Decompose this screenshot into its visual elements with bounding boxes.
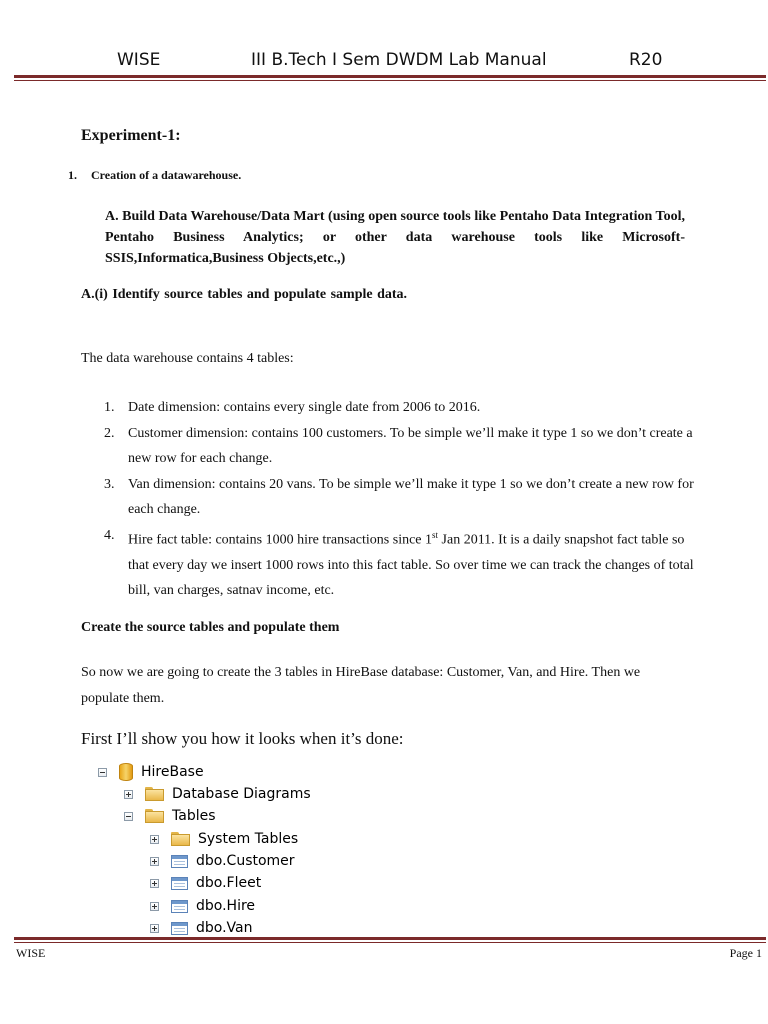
list-text-continued: Jan 2011. It is a daily snapshot fact table so that every day we insert 1000 rows into this fact table. So over time we can track the changes of total bill, van charges, satnav income, etc. — [128, 532, 694, 599]
list-item — [104, 523, 694, 604]
tree-node-system-tables[interactable] — [150, 830, 298, 848]
tree-node-hire[interactable] — [150, 897, 255, 915]
list-text: Hire fact table: contains 1000 hire transactions since 1 — [128, 532, 433, 548]
list-item — [104, 472, 694, 523]
expand-icon[interactable] — [124, 790, 133, 799]
expand-icon[interactable] — [150, 879, 159, 888]
folder-icon — [171, 832, 190, 846]
tree-label: Database Diagrams — [172, 786, 311, 802]
table-icon — [171, 900, 188, 913]
header-rule-thin — [14, 80, 766, 81]
list-text: Van dimension: contains 20 vans. To be simple we’ll make it type 1 so we don’t create a new row for each change. — [128, 476, 694, 517]
superscript: st — [432, 529, 439, 540]
list-text: Customer dimension: contains 100 customers. To be simple we’ll make it type 1 so we don’t create a new row for each change. — [128, 425, 693, 466]
tree-node-customer[interactable] — [150, 852, 295, 870]
section-heading — [68, 168, 241, 183]
list-item — [104, 421, 694, 472]
expand-icon[interactable] — [150, 902, 159, 911]
experiment-title: Experiment-1: — [81, 127, 181, 144]
tree-node-van[interactable] — [150, 919, 253, 937]
tree-label: dbo.Fleet — [196, 875, 262, 891]
list-number: 4. — [104, 527, 115, 543]
section-title: Creation of a datawarehouse. — [91, 168, 242, 182]
page-number: Page 1 — [729, 946, 762, 960]
tree-label: dbo.Van — [196, 920, 253, 936]
header-rule — [14, 75, 766, 78]
part-ai-heading: A.(i) Identify source tables and populate sample data. — [81, 287, 408, 302]
tree-label: Tables — [172, 808, 216, 824]
tables-list — [104, 395, 694, 604]
section-number: 1. — [68, 168, 77, 182]
list-text: Date dimension: contains every single date from 2006 to 2016. — [128, 400, 481, 415]
list-number: 3. — [104, 476, 115, 492]
footer-left: WISE — [16, 946, 46, 960]
subheading: Create the source tables and populate them — [81, 620, 340, 635]
folder-icon — [145, 787, 164, 801]
intro-text: The data warehouse contains 4 tables: — [81, 351, 294, 366]
database-icon — [119, 763, 133, 781]
collapse-icon[interactable] — [98, 768, 107, 777]
footer-rule — [14, 937, 766, 940]
tree-node-hirebase[interactable] — [98, 763, 204, 781]
part-a-paragraph: A. Build Data Warehouse/Data Mart (using open source tools like Pentaho Data Integration Tool, Pentaho Business Analytics; or other data warehouse tools like Microsoft-SSIS,Informatica,Business Objects,etc.,) — [105, 209, 685, 266]
tree-node-database-diagrams[interactable] — [124, 785, 311, 803]
tree-label: dbo.Customer — [196, 853, 295, 869]
expand-icon[interactable] — [150, 924, 159, 933]
list-item — [104, 395, 694, 421]
tree-label: dbo.Hire — [196, 898, 256, 914]
so-now-paragraph: So now we are going to create the 3 tables in HireBase database: Customer, Van, and Hire. Then we populate them. — [81, 665, 641, 706]
header-left: WISE — [117, 50, 161, 70]
table-icon — [171, 877, 188, 890]
expand-icon[interactable] — [150, 835, 159, 844]
expand-icon[interactable] — [150, 857, 159, 866]
table-icon — [171, 922, 188, 935]
tree-node-fleet[interactable] — [150, 874, 261, 892]
tree-node-tables[interactable] — [124, 807, 216, 825]
collapse-icon[interactable] — [124, 812, 133, 821]
tree-label: HireBase — [141, 764, 204, 780]
table-icon — [171, 855, 188, 868]
folder-icon — [145, 809, 164, 823]
header-title: III B.Tech I Sem DWDM Lab Manual — [251, 50, 547, 70]
tree-label: System Tables — [198, 831, 299, 847]
list-number: 2. — [104, 425, 115, 441]
header-right: R20 — [629, 50, 663, 70]
footer-rule-thin — [14, 942, 766, 943]
first-show-text: First I’ll show you how it looks when it’s done: — [81, 729, 404, 748]
list-number: 1. — [104, 400, 115, 415]
